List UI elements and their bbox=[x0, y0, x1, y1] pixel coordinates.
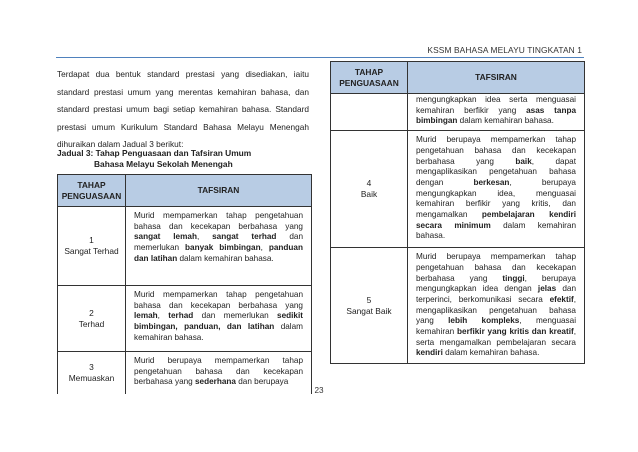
level-number: 5 bbox=[366, 294, 372, 305]
table-row bbox=[331, 94, 585, 131]
level-number: 2 bbox=[89, 307, 94, 318]
level-cell-continued bbox=[331, 94, 408, 131]
level-name: Sangat Terhad bbox=[64, 246, 119, 256]
interpretation-cell: Murid berupaya mempamerkan tahap pengetahuan bahasa dan kecekapan berbahasa yang sederhana dan berupaya bbox=[126, 352, 312, 394]
level-cell bbox=[58, 207, 126, 286]
table-caption-line-2: Bahasa Melayu Sekolah Menengah bbox=[94, 159, 233, 169]
level-number: 3 bbox=[89, 361, 94, 372]
table-row bbox=[331, 248, 585, 364]
header-level: TAHAP PENGUASAAN bbox=[331, 62, 408, 94]
level-cell bbox=[58, 286, 126, 352]
interpretation-cell: Murid mempamerkan tahap pengetahuan bahasa dan kecekapan berbahasa yang lemah, terhad dan memerlukan sedikit bimbingan, panduan, dan latihan dalam kemahiran bahasa. bbox=[126, 286, 312, 352]
intro-paragraph: Terdapat dua bentuk standard prestasi yang disediakan, iaitu standard prestasi umum yang merentas kemahiran bahasa, dan standard prestasi umum bagi setiap kemahiran bahasa. Standard prestasi umum Kurikulum Standard Bahasa Melayu Menengah dihuraikan dalam Jadual 3 berikut: bbox=[57, 69, 309, 150]
table-row bbox=[331, 131, 585, 248]
interpretation-cell: Murid berupaya mempamerkan tahap pengetahuan bahasa dan kecekapan berbahasa yang tinggi, berupaya mengungkapkan idea dengan jelas dan terperinci, berkomunikasi secara efektif, mengaplikasikan pengetahuan bahasa yang lebih kompleks, menguasai kemahiran berfikir yang kritis dan kreatif, serta mengamalkan pembelajaran secara kendiri dalam kemahiran bahasa. bbox=[408, 248, 585, 364]
table-header-row bbox=[58, 175, 312, 207]
interpretation-cell: mengungkapkan idea serta menguasai kemahiran berfikir yang asas tanpa bimbingan dalam kemahiran bahasa. bbox=[408, 94, 585, 131]
table-caption-line-1: Jadual 3: Tahap Penguasaan dan Tafsiran Umum bbox=[57, 148, 252, 158]
level-cell bbox=[331, 131, 408, 248]
document-header-title: KSSM BAHASA MELAYU TINGKATAN 1 bbox=[427, 45, 582, 55]
level-number: 4 bbox=[366, 178, 372, 189]
header-level: TAHAP PENGUASAAN bbox=[58, 175, 126, 207]
table-header-row bbox=[331, 62, 585, 94]
rubric-table-right bbox=[330, 61, 585, 364]
table-row bbox=[58, 286, 312, 352]
header-interpretation: TAFSIRAN bbox=[126, 175, 312, 207]
level-number: 1 bbox=[89, 235, 94, 245]
rubric-table-left bbox=[57, 174, 312, 394]
level-name: Baik bbox=[360, 189, 378, 200]
header-interpretation: TAFSIRAN bbox=[408, 62, 585, 94]
page-number: 23 bbox=[314, 386, 324, 395]
level-name: Memuaskan bbox=[68, 372, 115, 383]
table-row bbox=[58, 207, 312, 286]
interpretation-cell: Murid mempamerkan tahap pengetahuan bahasa dan kecekapan berbahasa yang sangat lemah, sangat terhad dan memerlukan banyak bimbingan, panduan dan latihan dalam kemahiran bahasa. bbox=[126, 207, 312, 286]
level-cell bbox=[331, 248, 408, 364]
header-divider bbox=[56, 57, 584, 58]
table-caption bbox=[57, 148, 307, 170]
level-name: Terhad bbox=[78, 318, 105, 329]
level-name: Sangat Baik bbox=[346, 305, 392, 316]
interpretation-cell: Murid berupaya mempamerkan tahap pengetahuan bahasa dan kecekapan berbahasa yang baik, dapat mengaplikasikan pengetahuan bahasa dengan berkesan, berupaya mengungkapkan idea, menguasai kemahiran berfikir yang kritis, dan mengamalkan pembelajaran kendiri secara minimum dalam kemahiran bahasa. bbox=[408, 131, 585, 248]
